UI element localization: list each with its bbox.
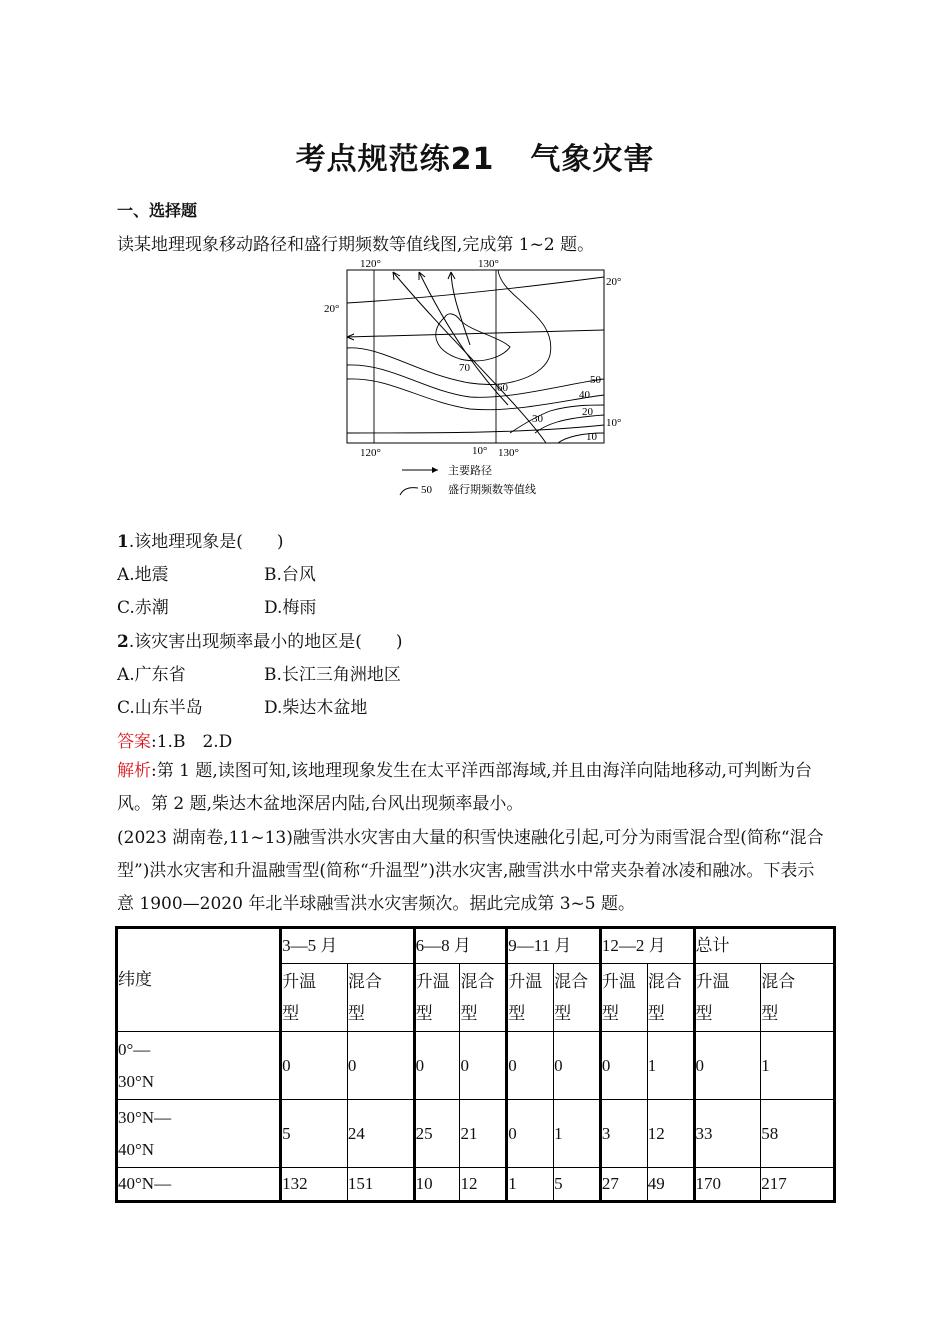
bottom-label-10: 10° [472, 445, 488, 457]
table-cell: 0 [347, 1032, 414, 1100]
option-2A[interactable]: A.广东省 [117, 665, 186, 685]
row-latitude: 40°N— [117, 1168, 281, 1202]
table-cell: 25 [414, 1100, 460, 1168]
bottom-label-130: 130° [498, 447, 519, 459]
typhoon-path-map [320, 255, 640, 505]
snowmelt-flood-table [115, 926, 836, 1203]
header-season-autumn: 9—11 月 [507, 928, 601, 964]
contour-label-60: 60 [497, 382, 508, 394]
contour-10 [558, 433, 604, 443]
frequency-contours [347, 270, 604, 443]
table-row [117, 1032, 835, 1100]
subheader-mixed: 混合 型 [761, 964, 835, 1032]
table-cell: 0 [507, 1100, 554, 1168]
subheader-warming: 升温 型 [507, 964, 554, 1032]
table-cell: 1 [761, 1032, 835, 1100]
contour-label-40: 40 [579, 389, 590, 401]
question-2-options-row2 [117, 693, 367, 718]
section-heading: 一、选择题 [117, 201, 198, 220]
contour-label-50: 50 [590, 374, 601, 386]
table-cell: 21 [460, 1100, 507, 1168]
table-cell: 1 [554, 1100, 601, 1168]
option-2C[interactable]: C.山东半岛 [117, 698, 203, 718]
table-cell: 58 [761, 1100, 835, 1168]
main-path-arrows [347, 272, 604, 443]
bottom-label-120: 120° [360, 447, 381, 459]
right-label-20: 20° [606, 276, 622, 288]
table-cell: 12 [460, 1168, 507, 1202]
subheader-warming: 升温 型 [281, 964, 348, 1032]
table-row [117, 1100, 835, 1168]
intro-text: 读某地理现象移动路径和盛行期频数等值线图,完成第 1~2 题。 [117, 235, 595, 255]
table-cell: 10 [414, 1168, 460, 1202]
table-cell: 0 [414, 1032, 460, 1100]
table-cell: 170 [694, 1168, 761, 1202]
table-cell: 0 [554, 1032, 601, 1100]
parallel-10 [347, 425, 604, 433]
table-cell: 27 [600, 1168, 647, 1202]
option-2B[interactable]: B.长江三角洲地区 [264, 665, 401, 685]
table-cell: 5 [554, 1168, 601, 1202]
question-1-options-row1 [117, 560, 316, 585]
title-main: 考点规范练21 [295, 142, 495, 177]
table-cell: 0 [507, 1032, 554, 1100]
header-total: 总计 [694, 928, 834, 964]
top-label-130: 130° [478, 258, 499, 270]
subheader-mixed: 混合 型 [347, 964, 414, 1032]
table-cell: 33 [694, 1100, 761, 1168]
right-label-10: 10° [606, 417, 622, 429]
table-cell: 0 [600, 1032, 647, 1100]
analysis-text: :第 1 题,读图可知,该地理现象发生在太平洋西部海域,并且由海洋向陆地移动,可判断为台风。第 2 题,柴达木盆地深居内陆,台风出现频率最小。 [117, 761, 812, 814]
contour-label-20: 20 [582, 406, 593, 418]
table-cell: 1 [647, 1032, 694, 1100]
legend-path-label: 主要路径 [448, 464, 492, 477]
table-header-row [117, 928, 835, 964]
subheader-warming: 升温 型 [694, 964, 761, 1032]
top-label-120: 120° [360, 258, 381, 270]
contour-label-30: 30 [532, 413, 543, 425]
table-cell: 0 [460, 1032, 507, 1100]
option-1C[interactable]: C.赤潮 [117, 598, 169, 618]
subheader-warming: 升温 型 [414, 964, 460, 1032]
subheader-mixed: 混合 型 [460, 964, 507, 1032]
table-cell: 12 [647, 1100, 694, 1168]
subheader-warming: 升温 型 [600, 964, 647, 1032]
option-1D[interactable]: D.梅雨 [264, 598, 317, 618]
answer-line [117, 727, 232, 752]
table-row [117, 1168, 835, 1202]
table-cell: 5 [281, 1100, 348, 1168]
contour-50 [347, 365, 604, 397]
header-latitude: 纬度 [117, 928, 281, 1032]
subheader-mixed: 混合 型 [554, 964, 601, 1032]
row-latitude: 0°— 30°N [117, 1032, 281, 1100]
question-2: 2.该灾害出现频率最小的地区是( ) [117, 632, 403, 652]
map-legend [400, 464, 536, 496]
table-cell: 0 [694, 1032, 761, 1100]
passage-paragraph: (2023 湖南卷,11~13)融雪洪水灾害由大量的积雪快速融化引起,可分为雨雪混合型(简称“混合型”)洪水灾害和升温融雪型(简称“升温型”)洪水灾害,融雪洪水中常夹杂着冰凌和融冰。下表示意 1900—2020 年北半球融雪洪水灾害频次。据此完成第 3~5 题。 [117, 828, 824, 914]
option-1A[interactable]: A.地震 [117, 565, 169, 585]
analysis-label: 解析 [117, 761, 151, 781]
question-1: 1.该地理现象是( ) [117, 532, 284, 552]
parallel-20 [347, 277, 604, 303]
table-cell: 217 [761, 1168, 835, 1202]
table-cell: 1 [507, 1168, 554, 1202]
header-season-summer: 6—8 月 [414, 928, 507, 964]
table-cell: 151 [347, 1168, 414, 1202]
answer-label: 答案 [117, 732, 151, 752]
row-latitude: 30°N— 40°N [117, 1100, 281, 1168]
table-cell: 3 [600, 1100, 647, 1168]
legend-contour-value: 50 [421, 484, 432, 496]
contour-label-10: 10 [586, 431, 597, 443]
contour-70 [436, 314, 510, 361]
contour-label-70: 70 [459, 362, 470, 374]
title-sub: 气象灾害 [530, 142, 655, 177]
option-2D[interactable]: D.柴达木盆地 [264, 698, 368, 718]
header-season-winter: 12—2 月 [600, 928, 694, 964]
legend-contour-label: 盛行期频数等值线 [448, 483, 536, 496]
answer-text: :1.B 2.D [151, 732, 233, 752]
map-frame [347, 270, 604, 443]
contour-icon [400, 488, 418, 495]
option-1B[interactable]: B.台风 [264, 565, 316, 585]
page-title [0, 134, 950, 178]
table-cell: 49 [647, 1168, 694, 1202]
question-2-options-row1 [117, 660, 401, 685]
analysis-paragraph [117, 755, 829, 821]
table-cell: 0 [281, 1032, 348, 1100]
subheader-mixed: 混合 型 [647, 964, 694, 1032]
table-cell: 24 [347, 1100, 414, 1168]
left-label-20: 20° [324, 303, 340, 315]
question-1-options-row2 [117, 593, 316, 618]
header-season-spring: 3—5 月 [281, 928, 414, 964]
table-cell: 132 [281, 1168, 348, 1202]
